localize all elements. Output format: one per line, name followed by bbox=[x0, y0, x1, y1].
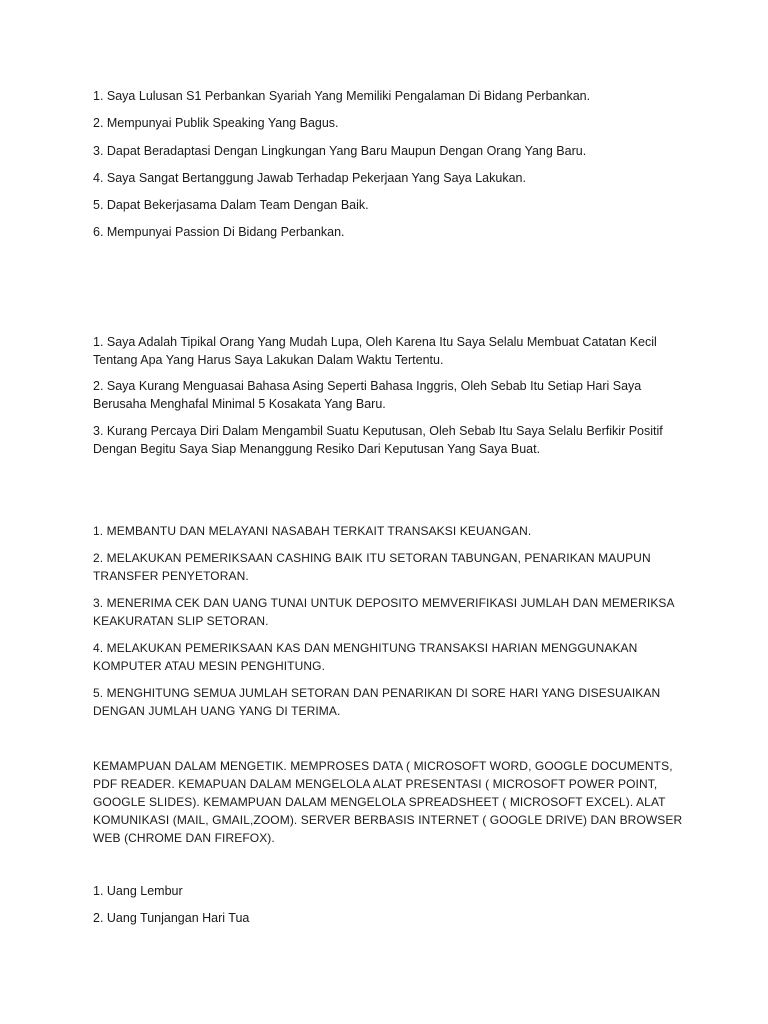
weakness-item: 2. Saya Kurang Menguasai Bahasa Asing Seperti Bahasa Inggris, Oleh Sebab Itu Setiap Hari Saya Berusaha Menghafal Minimal 5 Kosakata Yang Baru. bbox=[93, 379, 642, 411]
strength-item: 3. Dapat Beradaptasi Dengan Lingkungan Yang Baru Maupun Dengan Orang Yang Baru. bbox=[93, 144, 587, 158]
strength-item: 2. Mempunyai Publik Speaking Yang Bagus. bbox=[93, 116, 339, 130]
skills-paragraph: KEMAMPUAN DALAM MENGETIK. MEMPROSES DATA ( MICROSOFT WORD, GOOGLE DOCUMENTS, PDF READER. KEMAPUAN DALAM MENGELOLA ALAT PRESENTASI ( MICROSOFT POWER POINT, GOOGLE SLIDES). KEMAMPUAN DALAM MENGELOLA SPREADSHEET ( MICROSOFT EXCEL). ALAT KOMUNIKASI (MAIL, GMAIL,ZOOM). SERVER BERBASIS INTERNET ( GOOGLE DRIVE) DAN BROWSER WEB (CHROME DAN FIREFOX). bbox=[93, 759, 683, 845]
benefit-item: 1. Uang Lembur bbox=[93, 884, 183, 898]
strength-item: 5. Dapat Bekerjasama Dalam Team Dengan Baik. bbox=[93, 198, 369, 212]
duty-item: 4. MELAKUKAN PEMERIKSAAN KAS DAN MENGHITUNG TRANSAKSI HARIAN MENGGUNAKAN KOMPUTER ATAU MESIN PENGHITUNG. bbox=[93, 641, 638, 673]
duty-item: 3. MENERIMA CEK DAN UANG TUNAI UNTUK DEPOSITO MEMVERIFIKASI JUMLAH DAN MEMERIKSA KEAKURATAN SLIP SETORAN. bbox=[93, 596, 674, 628]
duty-item: 1. MEMBANTU DAN MELAYANI NASABAH TERKAIT TRANSAKSI KEUANGAN. bbox=[93, 524, 532, 538]
weakness-item: 3. Kurang Percaya Diri Dalam Mengambil Suatu Keputusan, Oleh Sebab Itu Saya Selalu Berfikir Positif Dengan Begitu Saya Siap Menanggung Resiko Dari Keputusan Yang Saya Buat. bbox=[93, 424, 663, 456]
strength-item: 1. Saya Lulusan S1 Perbankan Syariah Yang Memiliki Pengalaman Di Bidang Perbankan. bbox=[93, 89, 591, 103]
duty-item: 5. MENGHITUNG SEMUA JUMLAH SETORAN DAN PENARIKAN DI SORE HARI YANG DISESUAIKAN DENGAN JUMLAH UANG YANG DI TERIMA. bbox=[93, 686, 661, 718]
benefit-item: 2. Uang Tunjangan Hari Tua bbox=[93, 911, 250, 925]
strength-item: 4. Saya Sangat Bertanggung Jawab Terhadap Pekerjaan Yang Saya Lakukan. bbox=[93, 171, 526, 185]
duty-item: 2. MELAKUKAN PEMERIKSAAN CASHING BAIK ITU SETORAN TABUNGAN, PENARIKAN MAUPUN TRANSFER PENYETORAN. bbox=[93, 551, 651, 583]
strength-item: 6. Mempunyai Passion Di Bidang Perbankan. bbox=[93, 225, 345, 239]
weakness-item: 1. Saya Adalah Tipikal Orang Yang Mudah Lupa, Oleh Karena Itu Saya Selalu Membuat Catatan Kecil Tentang Apa Yang Harus Saya Lakukan Dalam Waktu Tertentu. bbox=[93, 335, 657, 367]
